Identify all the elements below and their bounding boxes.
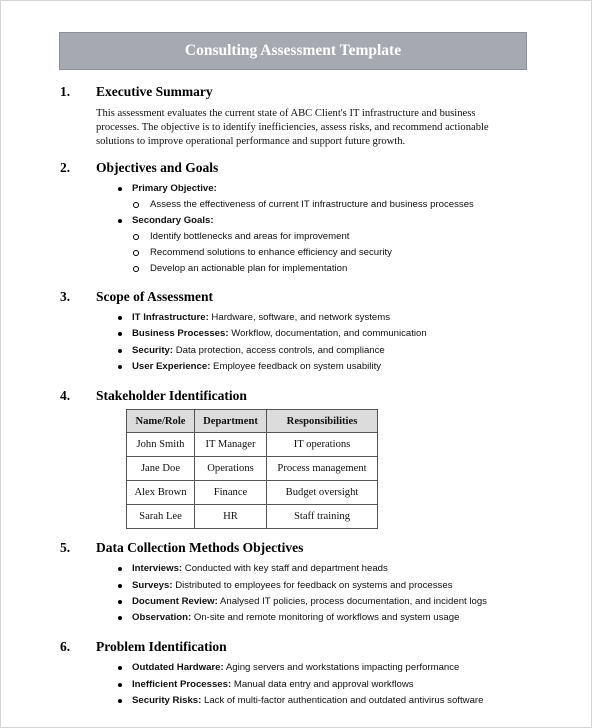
list-item: Interviews: Conducted with key staff and department heads <box>132 563 388 574</box>
list-item: Inefficient Processes: Manual data entry and approval workflows <box>132 679 414 690</box>
section-number: 6. <box>60 639 71 654</box>
section-title: Objectives and Goals <box>96 160 219 175</box>
table-cell: Finance <box>195 481 267 505</box>
table-row <box>127 481 378 505</box>
list-item: Surveys: Distributed to employees for feedback on systems and processes <box>132 580 453 591</box>
section-number: 2. <box>60 160 71 175</box>
table-cell: Process management <box>267 457 378 481</box>
table-cell: Alex Brown <box>127 481 195 505</box>
sub-list-item: Develop an actionable plan for implementation <box>150 263 348 274</box>
list-item: Document Review: Analysed IT policies, process documentation, and incident logs <box>132 596 487 607</box>
column-header: Name/Role <box>127 410 195 433</box>
list-item: Observation: On-site and remote monitoring of workflows and system usage <box>132 612 460 623</box>
table-cell: Sarah Lee <box>127 505 195 529</box>
table-cell: John Smith <box>127 433 195 457</box>
table-cell: IT Manager <box>195 433 267 457</box>
section-number: 3. <box>60 289 71 304</box>
sub-list-item: Assess the effectiveness of current IT infrastructure and business processes <box>150 199 474 210</box>
table-cell: Staff training <box>267 505 378 529</box>
table-header-row <box>127 410 378 433</box>
table-row <box>127 457 378 481</box>
table-row <box>127 433 378 457</box>
paragraph-line: This assessment evaluates the current state of ABC Client's IT infrastructure and business <box>96 108 476 119</box>
section-title: Stakeholder Identification <box>96 388 247 403</box>
stakeholder-table <box>126 409 378 529</box>
section-heading-executive-summary <box>60 84 213 102</box>
section-heading-scope <box>60 289 213 307</box>
section-number: 4. <box>60 388 71 403</box>
column-header: Responsibilities <box>267 410 378 433</box>
paragraph-line: solutions to improve operational performance and support future growth. <box>96 136 406 147</box>
document-title: Consulting Assessment Template <box>59 32 527 70</box>
column-header: Department <box>195 410 267 433</box>
sub-list-item: Identify bottlenecks and areas for improvement <box>150 231 350 242</box>
table-cell: Budget oversight <box>267 481 378 505</box>
list-item: Business Processes: Workflow, documentation, and communication <box>132 328 427 339</box>
table-cell: Jane Doe <box>127 457 195 481</box>
secondary-goals-label: Secondary Goals: <box>132 215 214 226</box>
primary-objective-label: Primary Objective: <box>132 183 217 194</box>
list-item: Security: Data protection, access controls, and compliance <box>132 345 385 356</box>
table-cell: HR <box>195 505 267 529</box>
section-title: Data Collection Methods Objectives <box>96 540 304 555</box>
table-cell: IT operations <box>267 433 378 457</box>
section-title: Scope of Assessment <box>96 289 213 304</box>
section-title: Problem Identification <box>96 639 227 654</box>
section-number: 1. <box>60 84 71 99</box>
list-item: IT Infrastructure: Hardware, software, and network systems <box>132 312 391 323</box>
sub-list-item: Recommend solutions to enhance efficiency and security <box>150 247 392 258</box>
table-row <box>127 505 378 529</box>
list-item: User Experience: Employee feedback on system usability <box>132 361 382 372</box>
section-title: Executive Summary <box>96 84 213 99</box>
table-cell: Operations <box>195 457 267 481</box>
section-heading-problems <box>60 639 227 657</box>
paragraph-line: processes. The objective is to identify inefficiencies, assess risks, and recommend actionable <box>96 122 489 133</box>
section-number: 5. <box>60 540 71 555</box>
executive-summary-paragraph <box>96 107 536 149</box>
section-heading-objectives <box>60 160 218 178</box>
list-item: Outdated Hardware: Aging servers and workstations impacting performance <box>132 662 460 673</box>
section-heading-stakeholders <box>60 388 247 406</box>
section-heading-data-collection <box>60 540 303 558</box>
list-item: Security Risks: Lack of multi-factor authentication and outdated antivirus software <box>132 695 484 706</box>
